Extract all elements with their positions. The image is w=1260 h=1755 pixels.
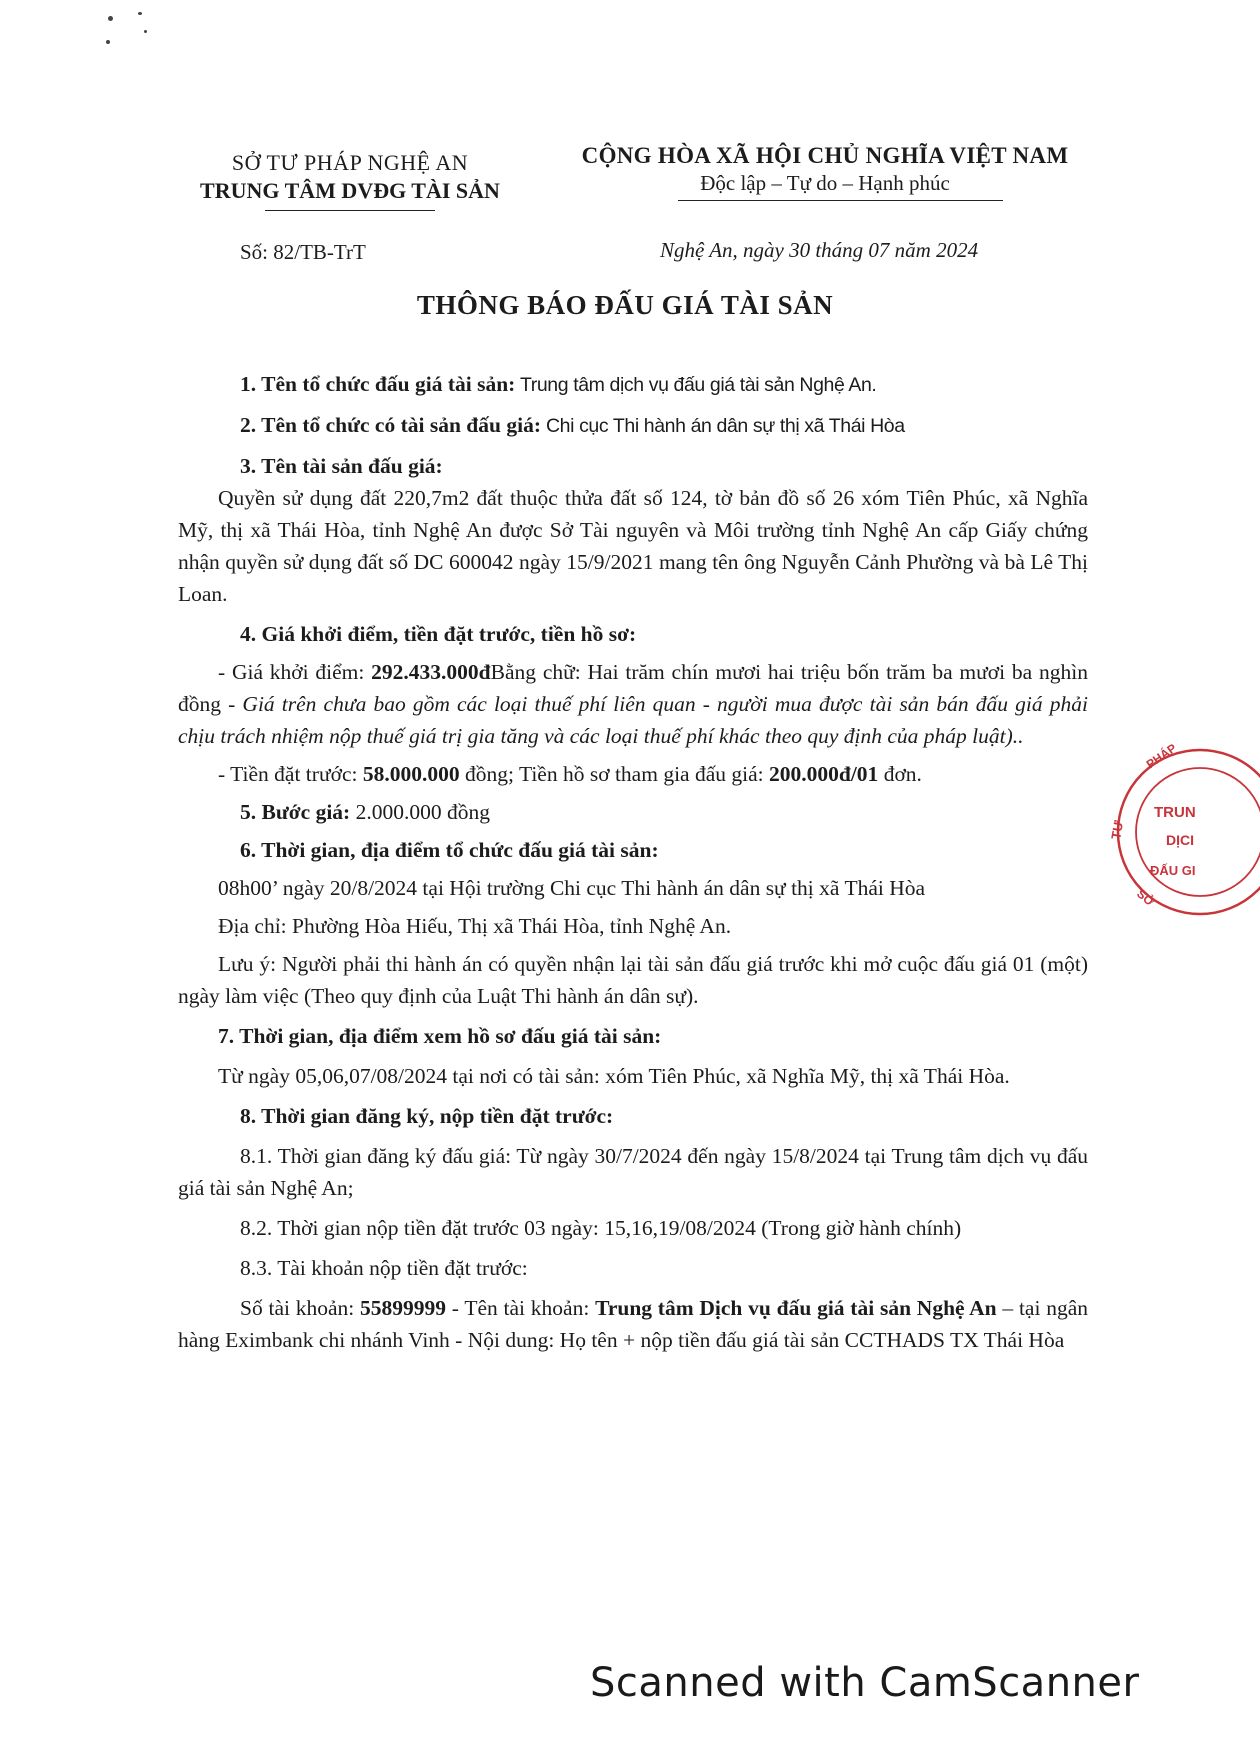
section-8-label — [178, 1100, 1088, 1132]
account-mid: - Tên tài khoản: — [446, 1296, 596, 1320]
national-name: CỘNG HÒA XÃ HỘI CHỦ NGHĨA VIỆT NAM — [581, 143, 1069, 168]
price-prefix: - Giá khởi điểm: — [218, 660, 372, 684]
section-2-label: 2. Tên tổ chức có tài sản đấu giá: — [240, 413, 541, 437]
deposit-prefix: - Tiền đặt trước: — [218, 762, 363, 786]
section-5-label: 5. Bước giá: — [240, 800, 351, 824]
section-2 — [178, 409, 1088, 442]
document-body — [178, 368, 1088, 1356]
registration-period: 8.1. Thời gian đăng ký đấu giá: Từ ngày 30/7/2024 đến ngày 15/8/2024 tại Trung tâm dịch vụ đấu giá tài sản Nghệ An; — [178, 1144, 1088, 1200]
speck — [138, 12, 142, 15]
bid-step: 2.000.000 đồng — [350, 800, 490, 824]
deposit-account-label: 8.3. Tài khoản nộp tiền đặt trước: — [240, 1256, 528, 1280]
section-6-heading: 6. Thời gian, địa điểm tổ chức đấu giá tài sản: — [240, 838, 659, 862]
section-7-heading: 7. Thời gian, địa điểm xem hồ sơ đấu giá tài sản: — [218, 1024, 662, 1048]
price-note: Giá trên chưa bao gồm các loại thuế phí liên quan - người mua được tài sản bán đấu giá phải chịu trách nhiệm nộp thuế giá trị gia tăng và các loại thuế phí khác theo quy định của pháp luật).. — [178, 692, 1088, 748]
deposit-account-details — [178, 1292, 1088, 1356]
fee-suffix: đơn. — [878, 762, 922, 786]
speck — [144, 30, 147, 33]
deposit-period: 8.2. Thời gian nộp tiền đặt trước 03 ngày: 15,16,19/08/2024 (Trong giờ hành chính) — [240, 1216, 962, 1240]
account-name: Trung tâm Dịch vụ đấu giá tài sản Nghệ An — [595, 1296, 997, 1320]
auction-note: Lưu ý: Người phải thi hành án có quyền nhận lại tài sản đấu giá trước khi mở cuộc đấu giá 01 (một) ngày làm việc (Theo quy định của Luật Thi hành án dân sự). — [178, 952, 1088, 1008]
section-4-label — [178, 618, 1088, 650]
document-number: Số: 82/TB-TrT — [240, 240, 366, 264]
document-title: THÔNG BÁO ĐẤU GIÁ TÀI SẢN — [416, 290, 834, 320]
seal-line-1: TRUN — [1154, 804, 1196, 821]
national-header — [545, 143, 1105, 201]
section-4-heading: 4. Giá khởi điểm, tiền đặt trước, tiền hồ sơ: — [240, 622, 637, 646]
section-7-label — [178, 1020, 1088, 1052]
auction-time-place: 08h00’ ngày 20/8/2024 tại Hội trường Chi cục Thi hành án dân sự thị xã Thái Hòa — [218, 876, 926, 900]
section-1-label: 1. Tên tổ chức đấu giá tài sản: — [240, 372, 516, 396]
account-number: 55899999 — [360, 1296, 447, 1320]
section-2-value: Chi cục Thi hành án dân sự thị xã Thái Hòa — [540, 415, 905, 437]
seal-arc-bottom: SỞ — [1134, 886, 1158, 910]
seal-line-3: ĐẤU GI — [1150, 863, 1196, 878]
speck — [108, 16, 113, 21]
section-1 — [178, 368, 1088, 401]
section-3-label — [178, 450, 1088, 482]
motto-underline — [678, 200, 1003, 201]
price-in-words: Bằng chữ: Hai trăm chín mươi hai triệu bốn trăm ba mươi ba nghìn đồng - — [178, 660, 1088, 716]
auction-address: Địa chỉ: Phường Hòa Hiếu, Thị xã Thái Hòa, tỉnh Nghệ An. — [218, 914, 732, 938]
issuer-center: TRUNG TÂM DVĐG TÀI SẢN — [200, 178, 500, 203]
speck — [106, 40, 110, 44]
section-3-text: Quyền sử dụng đất 220,7m2 đất thuộc thửa đất số 124, tờ bản đồ số 26 xóm Tiên Phúc, xã Nghĩa Mỹ, thị xã Thái Hòa, tỉnh Nghệ An được Sở Tài nguyên và Môi trường tỉnh Nghệ An cấp Giấy chứng nhận quyền sử dụng đất số DC 600042 ngày 15/9/2021 mang tên ông Nguyễn Cảnh Phường và bà Lê Thị Loan. — [178, 486, 1088, 606]
section-8-heading: 8. Thời gian đăng ký, nộp tiền đặt trước: — [240, 1104, 614, 1128]
account-rest: – tại ngân hàng Eximbank chi nhánh Vinh - Nội dung: Họ tên + nộp tiền đấu giá tài sản CCTHADS TX Thái Hòa — [178, 1296, 1088, 1352]
deposit-amount: 58.000.000 — [362, 762, 460, 786]
scan-specks — [100, 10, 160, 50]
issuer-header — [150, 150, 550, 211]
application-fee: 200.000đ/01 — [769, 762, 879, 786]
section-5 — [178, 796, 1088, 828]
section-4-deposit — [178, 758, 1088, 790]
account-prefix: Số tài khoản: — [240, 1296, 361, 1320]
section-6-label — [178, 834, 1088, 866]
seal-line-2: DỊCI — [1166, 832, 1194, 848]
issuer-underline — [265, 210, 435, 211]
scanner-watermark: Scanned with CamScanner — [590, 1660, 1140, 1706]
viewing-info: Từ ngày 05,06,07/08/2024 tại nơi có tài sản: xóm Tiên Phúc, xã Nghĩa Mỹ, thị xã Thái Hòa. — [218, 1064, 1010, 1088]
section-1-value: Trung tâm dịch vụ đấu giá tài sản Nghệ An. — [515, 374, 877, 396]
seal-arc-top: PHÁP — [1143, 740, 1180, 772]
seal-arc-left: TƯ — [1108, 819, 1127, 841]
document-date: Nghệ An, ngày 30 tháng 07 năm 2024 — [660, 238, 979, 262]
deposit-mid: đồng; Tiền hồ sơ tham gia đấu giá: — [459, 762, 769, 786]
official-seal — [1108, 740, 1260, 920]
section-3-heading: 3. Tên tài sản đấu giá: — [240, 454, 443, 478]
starting-price: 292.433.000đ — [371, 660, 491, 684]
national-motto: Độc lập – Tự do – Hạnh phúc — [700, 171, 950, 195]
issuer-department: SỞ TƯ PHÁP NGHỆ AN — [231, 150, 469, 175]
section-4-price — [178, 656, 1088, 752]
